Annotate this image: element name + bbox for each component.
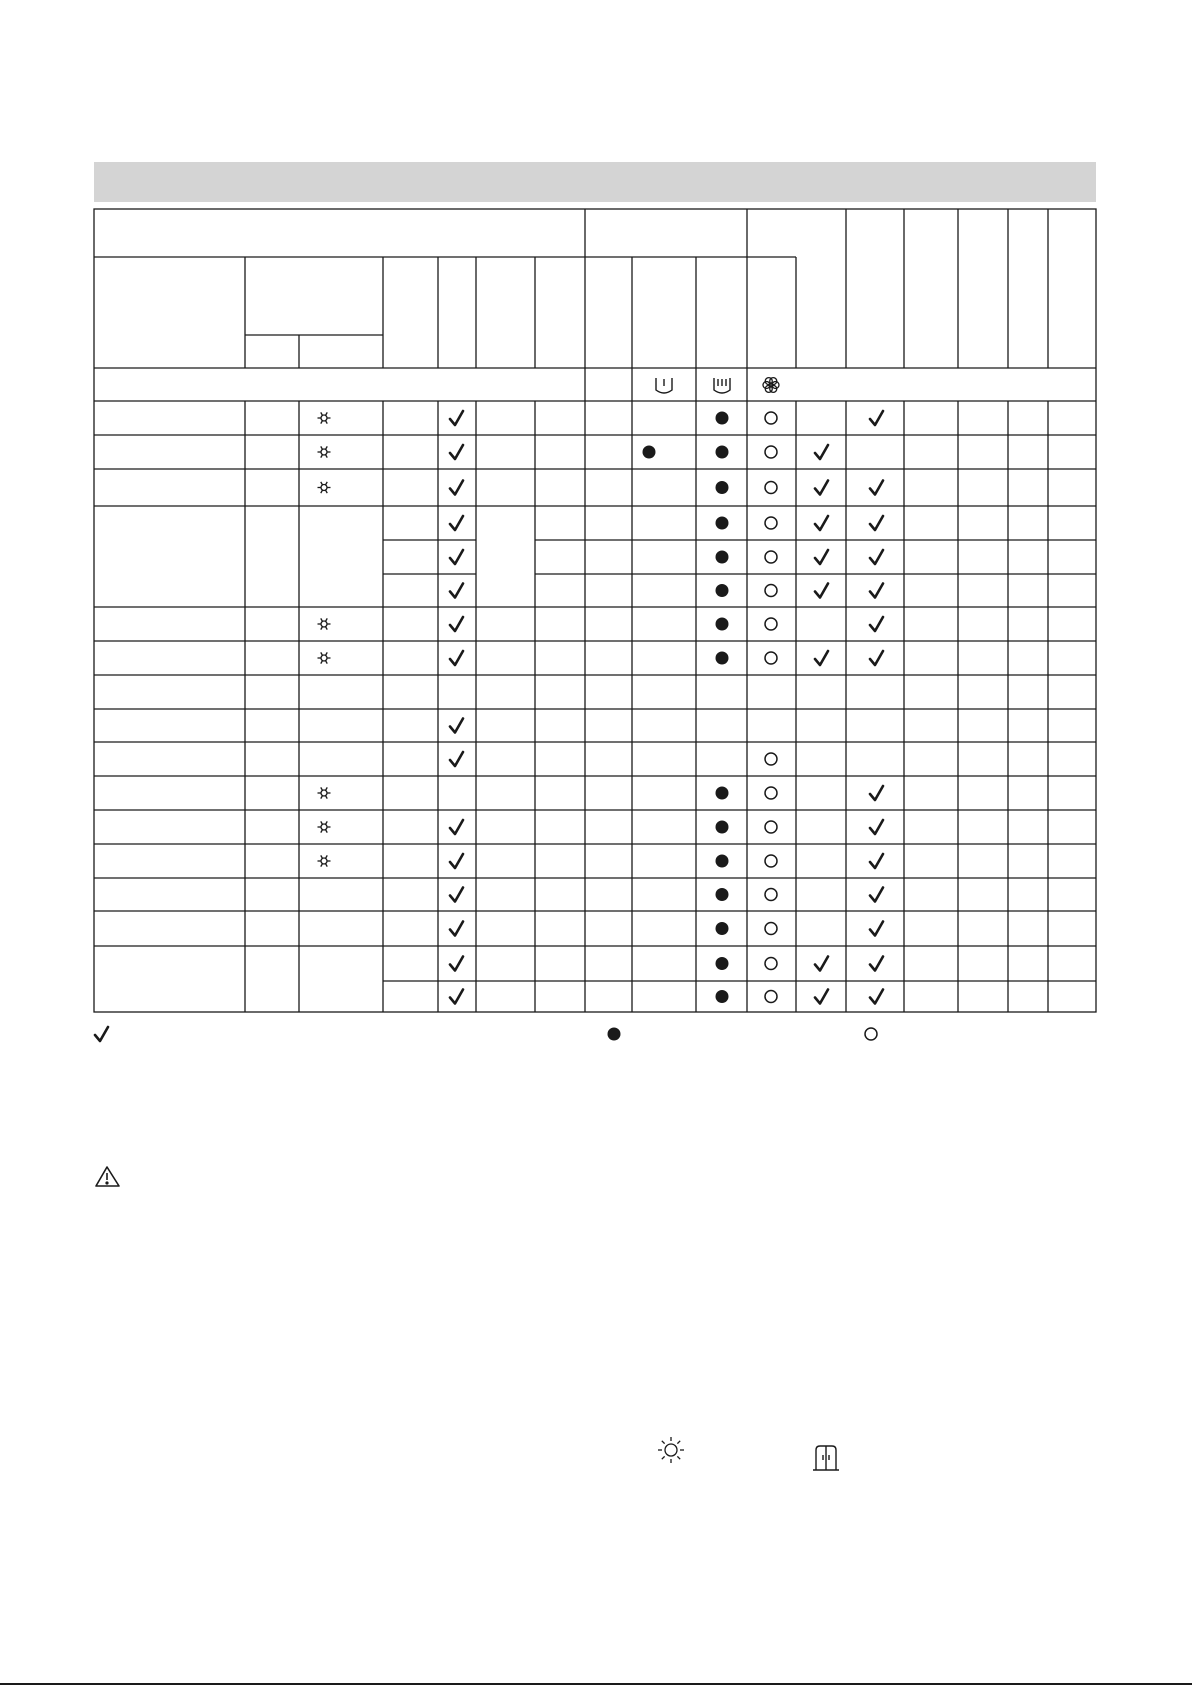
table-row (318, 617, 884, 631)
open-circle (765, 821, 777, 833)
check-mark (450, 957, 463, 971)
check-mark (815, 550, 828, 564)
filled-dot (716, 888, 729, 901)
check-mark (450, 411, 463, 425)
check-mark (450, 990, 463, 1004)
check-mark (450, 820, 463, 834)
table-symbol-row (656, 378, 779, 393)
table-row (450, 516, 883, 530)
open-circle (765, 517, 777, 529)
check-mark (450, 481, 463, 495)
check-mark (450, 651, 463, 665)
table-row (318, 445, 829, 459)
check-mark (870, 550, 883, 564)
open-circle (765, 446, 777, 458)
check-mark (870, 820, 883, 834)
snowflake-icon (318, 855, 331, 866)
check-mark (815, 445, 828, 459)
check-mark (870, 481, 883, 495)
check-mark (815, 990, 828, 1004)
table-row (450, 584, 883, 598)
check-mark (870, 854, 883, 868)
check-mark (450, 922, 463, 936)
filled-dot (716, 990, 729, 1003)
table-row (318, 820, 884, 834)
check-mark (450, 445, 463, 459)
open-circle (765, 923, 777, 935)
check-mark (870, 516, 883, 530)
door-icon (813, 1446, 839, 1470)
table-grid-lines (94, 209, 1096, 1012)
check-mark (870, 957, 883, 971)
filled-dot (716, 787, 729, 800)
snowflake-icon (318, 618, 331, 629)
check-mark (95, 1027, 108, 1041)
filled-dot (716, 618, 729, 631)
open-circle (765, 958, 777, 970)
filled-dot (716, 922, 729, 935)
check-mark (450, 516, 463, 530)
snowflake-icon (318, 787, 331, 798)
open-circle (765, 889, 777, 901)
warning-icon (96, 1167, 119, 1186)
table-border (94, 209, 1096, 1012)
open-circle (765, 991, 777, 1003)
filled-dot (716, 412, 729, 425)
snowflake-icon (318, 482, 331, 493)
legend (95, 1027, 877, 1041)
open-circle (765, 412, 777, 424)
table-row (450, 957, 883, 971)
table-row (318, 786, 884, 800)
table-row (318, 651, 884, 665)
snowflake-icon (318, 652, 331, 663)
light-icon (658, 1437, 684, 1463)
check-mark (450, 584, 463, 598)
open-circle (765, 753, 777, 765)
check-mark (870, 922, 883, 936)
filled-dot (716, 821, 729, 834)
table-marks (318, 411, 884, 1004)
filled-dot (716, 551, 729, 564)
open-circle (765, 585, 777, 597)
filled-dot (716, 481, 729, 494)
filled-dot (716, 584, 729, 597)
check-mark (870, 990, 883, 1004)
check-mark (450, 617, 463, 631)
table-row (450, 752, 777, 766)
open-circle (765, 652, 777, 664)
table-row (318, 411, 884, 425)
check-mark (450, 752, 463, 766)
check-mark (870, 617, 883, 631)
filled-dot (716, 652, 729, 665)
snowflake-icon (318, 821, 331, 832)
snowflake-icon (318, 446, 331, 457)
open-circle (765, 618, 777, 630)
filled-dot (608, 1028, 621, 1041)
filled-dot (716, 957, 729, 970)
check-mark (450, 888, 463, 902)
check-mark (450, 719, 463, 733)
table-row (450, 719, 463, 733)
table-row (318, 854, 884, 868)
table-row (450, 550, 883, 564)
table-row (450, 922, 883, 936)
check-mark (870, 651, 883, 665)
check-mark (815, 957, 828, 971)
table-row (318, 481, 884, 495)
snowflake-icon (318, 412, 331, 423)
check-mark (870, 584, 883, 598)
filled-dot (716, 446, 729, 459)
filled-dot (716, 517, 729, 530)
open-circle (865, 1028, 877, 1040)
check-mark (815, 481, 828, 495)
open-circle (765, 551, 777, 563)
check-mark (815, 584, 828, 598)
open-circle (765, 482, 777, 494)
page-icons (96, 1167, 839, 1470)
bowl-icon (656, 378, 672, 393)
check-mark (815, 651, 828, 665)
steam-bowl-icon (714, 378, 730, 393)
open-circle (765, 855, 777, 867)
filled-dot (716, 855, 729, 868)
fan-flower-icon (763, 378, 779, 393)
table-row (450, 990, 883, 1004)
filled-dot (643, 446, 656, 459)
check-mark (450, 550, 463, 564)
check-mark (870, 411, 883, 425)
check-mark (870, 888, 883, 902)
check-mark (450, 854, 463, 868)
table-row (450, 888, 883, 902)
check-mark (815, 516, 828, 530)
check-mark (870, 786, 883, 800)
open-circle (765, 787, 777, 799)
